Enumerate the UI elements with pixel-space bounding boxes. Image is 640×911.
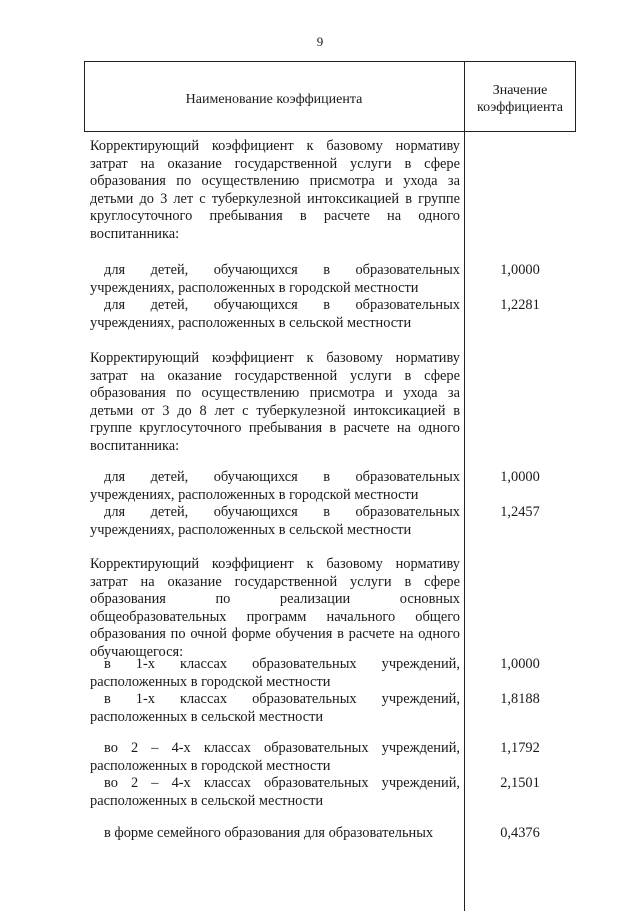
section-description: Корректирующий коэффициент к базовому нормативу затрат на оказание государственной услуги в сфере образования по реализации основных общеобразовательных программ начального общего образования по очной форме обучения в расчете на одного обучающегося:: [90, 556, 460, 660]
item-text: в форме семейного образования для образовательных: [104, 825, 434, 841]
item-value: 1,0000: [500, 262, 540, 278]
item-value: 2,1501: [500, 775, 540, 791]
item-value: 1,1792: [500, 740, 540, 756]
item-value: 1,2281: [500, 297, 540, 313]
page-number: 9: [316, 34, 324, 49]
header-value-cell: [464, 82, 576, 116]
table-top-border: [84, 61, 576, 62]
item-value: 1,2457: [500, 504, 540, 520]
item-text: во 2 – 4-х классах образовательных учреждений, расположенных в сельской местности: [90, 775, 460, 809]
item-text: во 2 – 4-х классах образовательных учреждений, расположенных в городской местности: [90, 740, 460, 774]
section-description: Корректирующий коэффициент к базовому нормативу затрат на оказание государственной услуги в сфере образования по осуществлению присмотра и ухода за детьми до 3 лет с туберкулезной интоксикацией в группе круглосуточного пребывания в расчете на одного воспитанника:: [90, 138, 460, 242]
item-value: 1,8188: [500, 691, 540, 707]
item-value: 1,0000: [500, 656, 540, 672]
item-text: в 1-х классах образовательных учреждений, расположенных в сельской местности: [90, 691, 460, 725]
item-value: 0,4376: [500, 825, 540, 841]
item-text: для детей, обучающихся в образовательных учреждениях, расположенных в городской местности: [90, 469, 460, 503]
table-header-bottom-border: [84, 131, 576, 132]
item-text: для детей, обучающихся в образовательных учреждениях, расположенных в сельской местности: [90, 297, 460, 331]
item-text: в 1-х классах образовательных учреждений, расположенных в городской местности: [90, 656, 460, 690]
section-description: Корректирующий коэффициент к базовому нормативу затрат на оказание государственной услуги в сфере образования по осуществлению присмотра и ухода за детьми от 3 до 8 лет с туберкулезной интоксикацией в группе круглосуточного пребывания в расчете на одного воспитанника:: [90, 350, 460, 454]
header-value-line2: коэффициента: [477, 100, 563, 115]
item-text: для детей, обучающихся в образовательных учреждениях, расположенных в городской местности: [90, 262, 460, 296]
table-column-divider: [464, 61, 465, 911]
item-text: для детей, обучающихся в образовательных учреждениях, расположенных в сельской местности: [90, 504, 460, 538]
header-value-line1: Значение: [492, 83, 548, 98]
header-name-cell: Наименование коэффициента: [185, 92, 363, 107]
item-value: 1,0000: [500, 469, 540, 485]
